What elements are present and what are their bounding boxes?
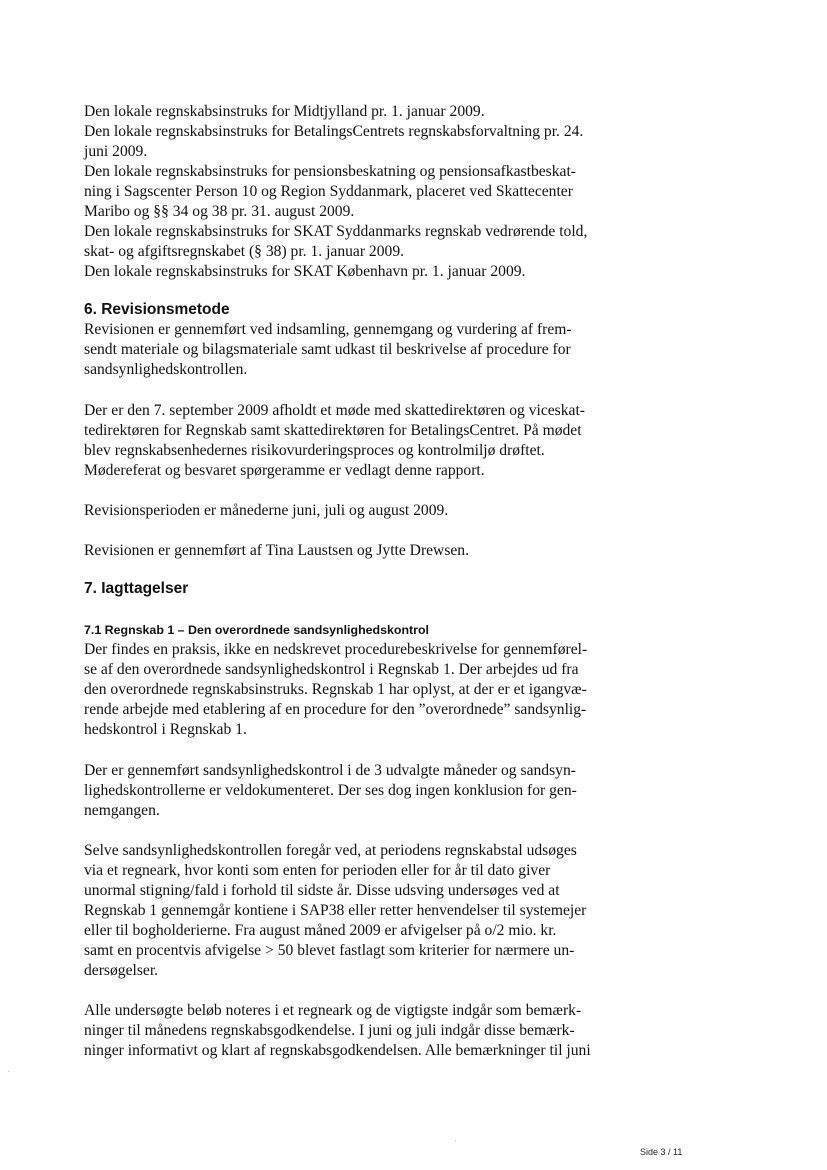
text-line: blev regnskabsenhedernes risikovurderingsproces og kontrolmiljø drøftet. <box>84 442 545 459</box>
intro-line: Den lokale regnskabsinstruks for Midtjylland pr. 1. januar 2009. <box>84 103 485 120</box>
intro-line: Den lokale regnskabsinstruks for SKAT København pr. 1. januar 2009. <box>84 263 526 280</box>
text-line: sendt materiale og bilagsmateriale samt udkast til beskrivelse af procedure for <box>84 341 571 358</box>
text-line: eller til bogholderierne. Fra august måned 2009 er afvigelser på o/2 mio. kr. <box>84 922 557 939</box>
text-line: via et regneark, hvor konti som enten for perioden eller for år til dato giver <box>84 862 551 879</box>
intro-line: juni 2009. <box>84 143 148 160</box>
section-6-heading: 6. Revisionsmetode <box>84 301 230 318</box>
text-line: Selve sandsynlighedskontrollen foregår ved, at periodens regnskabstal udsøges <box>84 842 577 859</box>
scan-speck <box>455 1140 456 1141</box>
page-number: Side 3 / 11 <box>640 1147 683 1157</box>
text-line: Revisionen er gennemført ved indsamling, gennemgang og vurdering af frem- <box>84 321 572 338</box>
intro-line: Den lokale regnskabsinstruks for SKAT Syddanmarks regnskab vedrørende told, <box>84 223 588 240</box>
text-line: den overordnede regnskabsinstruks. Regnskab 1 har oplyst, at der er et igangvæ- <box>84 681 587 698</box>
text-line: nemgangen. <box>84 802 160 819</box>
section-7-heading: 7. Iagttagelser <box>84 580 189 597</box>
text-line: samt en procentvis afvigelse > 50 blevet fastlagt som kriterier for nærmere un- <box>84 942 575 959</box>
text-line: sandsynlighedskontrollen. <box>84 361 248 378</box>
scan-speck <box>8 1071 9 1072</box>
text-line: ninger til månedens regnskabsgodkendelse. I juni og juli indgår disse bemærk- <box>84 1022 575 1039</box>
text-line: Der er den 7. september 2009 afholdt et møde med skattedirektøren og viceskat- <box>84 402 585 419</box>
intro-line: Maribo og §§ 34 og 38 pr. 31. august 2009. <box>84 203 355 220</box>
text-line: hedskontrol i Regnskab 1. <box>84 721 247 738</box>
text-line: dersøgelser. <box>84 962 159 979</box>
text-line: unormal stigning/fald i forhold til sidste år. Disse udsving undersøges ved at <box>84 882 560 899</box>
intro-line: Den lokale regnskabsinstruks for BetalingsCentrets regnskabsforvaltning pr. 24. <box>84 123 584 140</box>
text-line: tedirektøren for Regnskab samt skattedirektøren for BetalingsCentret. På mødet <box>84 422 582 439</box>
text-line: Alle undersøgte beløb noteres i et regneark og de vigtigste indgår som bemærk- <box>84 1002 582 1019</box>
text-line: ninger informativt og klart af regnskabsgodkendelsen. Alle bemærkninger til juni <box>84 1042 591 1059</box>
text-line: Revisionsperioden er månederne juni, juli og august 2009. <box>84 502 449 519</box>
section-7-1-subheading: 7.1 Regnskab 1 – Den overordnede sandsynlighedskontrol <box>84 623 429 637</box>
text-line: rende arbejde med etablering af en procedure for den ”overordnede” sandsynlig- <box>84 701 587 718</box>
intro-line: skat- og afgiftsregnskabet (§ 38) pr. 1. januar 2009. <box>84 243 405 260</box>
text-line: Revisionen er gennemført af Tina Laustsen og Jytte Drewsen. <box>84 542 470 559</box>
intro-line: Den lokale regnskabsinstruks for pensionsbeskatning og pensionsafkastbeskat- <box>84 163 576 180</box>
text-line: lighedskontrollerne er veldokumenteret. Der ses dog ingen konklusion for gen- <box>84 782 577 799</box>
text-line: Mødereferat og besvaret spørgeramme er vedlagt denne rapport. <box>84 462 485 479</box>
intro-line: ning i Sagscenter Person 10 og Region Syddanmark, placeret ved Skattecenter <box>84 183 573 200</box>
text-line: se af den overordnede sandsynlighedskontrol i Regnskab 1. Der arbejdes ud fra <box>84 661 579 678</box>
text-line: Der findes en praksis, ikke en nedskrevet procedurebeskrivelse for gennemførel- <box>84 641 588 658</box>
text-line: Regnskab 1 gennemgår kontiene i SAP38 eller retter henvendelser til systemejer <box>84 902 587 919</box>
text-line: Der er gennemført sandsynlighedskontrol i de 3 udvalgte måneder og sandsyn- <box>84 762 576 779</box>
